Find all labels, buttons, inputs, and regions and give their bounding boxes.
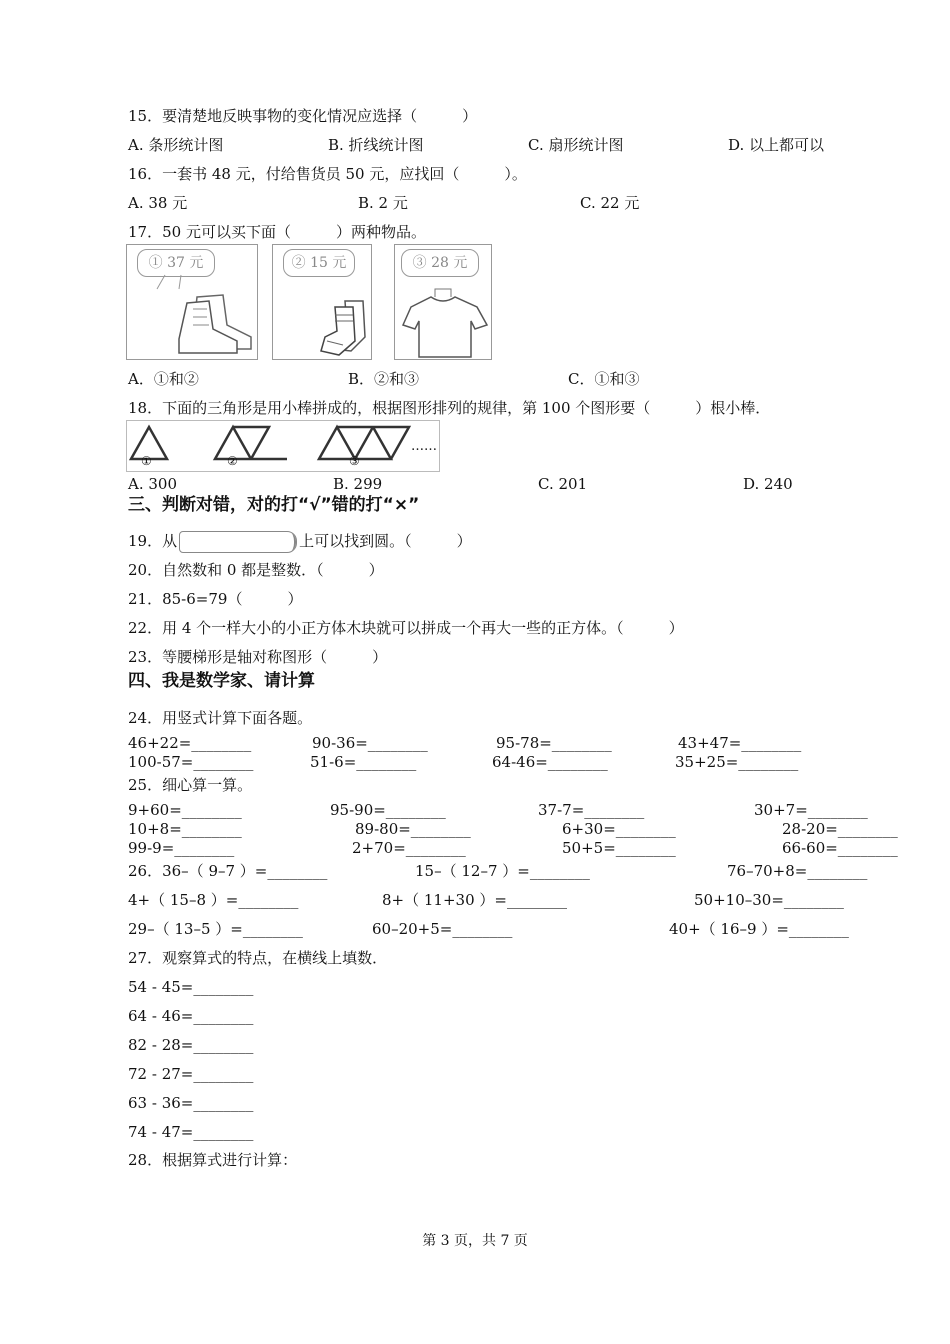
q25-r2-c3: 6+30=________ (562, 820, 676, 838)
q24-r2-c2: 51-6=________ (310, 753, 417, 771)
q26-r3-c1: 29–（ 13–5 ）=________ (128, 920, 303, 938)
q26-r1-c3: 76–70+8=________ (727, 862, 868, 880)
q25-r1-c1: 9+60=________ (128, 801, 242, 819)
q18-option-d: D. 240 (743, 475, 793, 493)
q24-stem: 24．用竖式计算下面各题。 (128, 709, 313, 727)
q15-option-b: B. 折线统计图 (328, 136, 424, 154)
section-3-heading: 三、判断对错，对的打“√”错的打“×” (128, 495, 420, 515)
price-bubble: ③ 28 元 (401, 249, 479, 277)
q27-line-5: 63 - 36=________ (128, 1094, 254, 1112)
fig-label-3: ③ (349, 454, 360, 468)
q16-stem: 16．一套书 48 元，付给售货员 50 元，应找回（ ）。 (128, 165, 527, 183)
q25-r2-c1: 10+8=________ (128, 820, 242, 838)
q25-r1-c3: 37-7=________ (538, 801, 645, 819)
q19-prefix: 19．从 (128, 532, 178, 550)
section-4-heading: 四、我是数学家、请计算 (128, 671, 315, 691)
q18-option-a: A. 300 (128, 475, 177, 493)
q25-r2-c2: 89-80=________ (355, 820, 471, 838)
q17-stem: 17．50 元可以买下面（ ）两种物品。 (128, 223, 426, 241)
q19 (128, 531, 472, 553)
fig-label-1: ① (141, 454, 152, 468)
socks-icon (273, 245, 371, 359)
q17-option-b: B．②和③ (348, 370, 420, 388)
q18-stem: 18．下面的三角形是用小棒拼成的，根据图形排列的规律，第 100 个图形要（ ）根小棒． (128, 399, 771, 417)
q27-line-4: 72 - 27=________ (128, 1065, 254, 1083)
q26-r2-c3: 50+10–30=________ (694, 891, 844, 909)
q26-r1-c2: 15–（ 12–7 ）=________ (415, 862, 590, 880)
q25-r3-c4: 66-60=________ (782, 839, 898, 857)
q25-r3-c2: 2+70=________ (352, 839, 466, 857)
q27-stem: 27．观察算式的特点，在横线上填数． (128, 949, 388, 967)
q21: 21．85-6=79（ ） (128, 590, 303, 608)
triangle-pattern-figure (126, 420, 440, 472)
item-card-tshirt (394, 244, 492, 360)
q24-r2-c4: 35+25=________ (675, 753, 799, 771)
triangles-drawing (127, 421, 439, 471)
q25-r2-c4: 28-20=________ (782, 820, 898, 838)
q16-option-b: B. 2 元 (358, 194, 408, 212)
q24-r1-c2: 90-36=________ (312, 734, 428, 752)
q25-r3-c1: 99-9=________ (128, 839, 235, 857)
q24-r1-c3: 95-78=________ (496, 734, 612, 752)
q15-option-d: D. 以上都可以 (728, 136, 825, 154)
q27-line-2: 64 - 46=________ (128, 1007, 254, 1025)
q23: 23．等腰梯形是轴对称图形（ ） (128, 648, 388, 666)
q26-r3-c3: 40+（ 16–9 ）=________ (669, 920, 849, 938)
q18-option-c: C. 201 (538, 475, 588, 493)
q27-line-1: 54 - 45=________ (128, 978, 254, 996)
fig-label-2: ② (227, 454, 238, 468)
q25-r3-c3: 50+5=________ (562, 839, 676, 857)
fig-ellipsis: …… (411, 439, 437, 454)
q26-r1-c1: 26．36–（ 9–7 ）=________ (128, 862, 328, 880)
q25-stem: 25．细心算一算。 (128, 776, 253, 794)
q15-option-a: A. 条形统计图 (128, 136, 224, 154)
q25-r1-c4: 30+7=________ (754, 801, 868, 819)
tshirt-icon (395, 245, 491, 359)
boots-icon (127, 245, 257, 359)
q27-line-6: 74 - 47=________ (128, 1123, 254, 1141)
price-bubble: ① 37 元 (137, 249, 215, 277)
q19-suffix: 上可以找到圆。（ ） (299, 532, 472, 550)
q26-r2-c1: 4+（ 15–8 ）=________ (128, 891, 299, 909)
page-footer: 第 3 页，共 7 页 (422, 1233, 528, 1249)
cylinder-figure (179, 531, 297, 553)
q18-option-b: B. 299 (333, 475, 383, 493)
q26-r3-c2: 60–20+5=________ (372, 920, 513, 938)
item-card-socks (272, 244, 372, 360)
q25-r1-c2: 95-90=________ (330, 801, 446, 819)
q16-option-c: C. 22 元 (580, 194, 640, 212)
q22: 22．用 4 个一样大小的小正方体木块就可以拼成一个再大一些的正方体。（ ） (128, 619, 684, 637)
q15-option-c: C. 扇形统计图 (528, 136, 624, 154)
q15-stem: 15．要清楚地反映事物的变化情况应选择（ ） (128, 107, 478, 125)
q24-r1-c4: 43+47=________ (678, 734, 802, 752)
q28-stem: 28．根据算式进行计算： (128, 1151, 298, 1169)
q24-r2-c3: 64-46=________ (492, 753, 608, 771)
q20: 20．自然数和 0 都是整数．（ ） (128, 561, 384, 579)
q24-r2-c1: 100-57=________ (128, 753, 254, 771)
q17-option-a: A．①和② (128, 370, 199, 388)
q26-r2-c2: 8+（ 11+30 ）=________ (382, 891, 567, 909)
q24-r1-c1: 46+22=________ (128, 734, 252, 752)
q16-option-a: A. 38 元 (128, 194, 188, 212)
q27-line-3: 82 - 28=________ (128, 1036, 254, 1054)
price-bubble: ② 15 元 (283, 249, 355, 277)
q17-option-c: C．①和③ (568, 370, 640, 388)
item-card-boots (126, 244, 258, 360)
